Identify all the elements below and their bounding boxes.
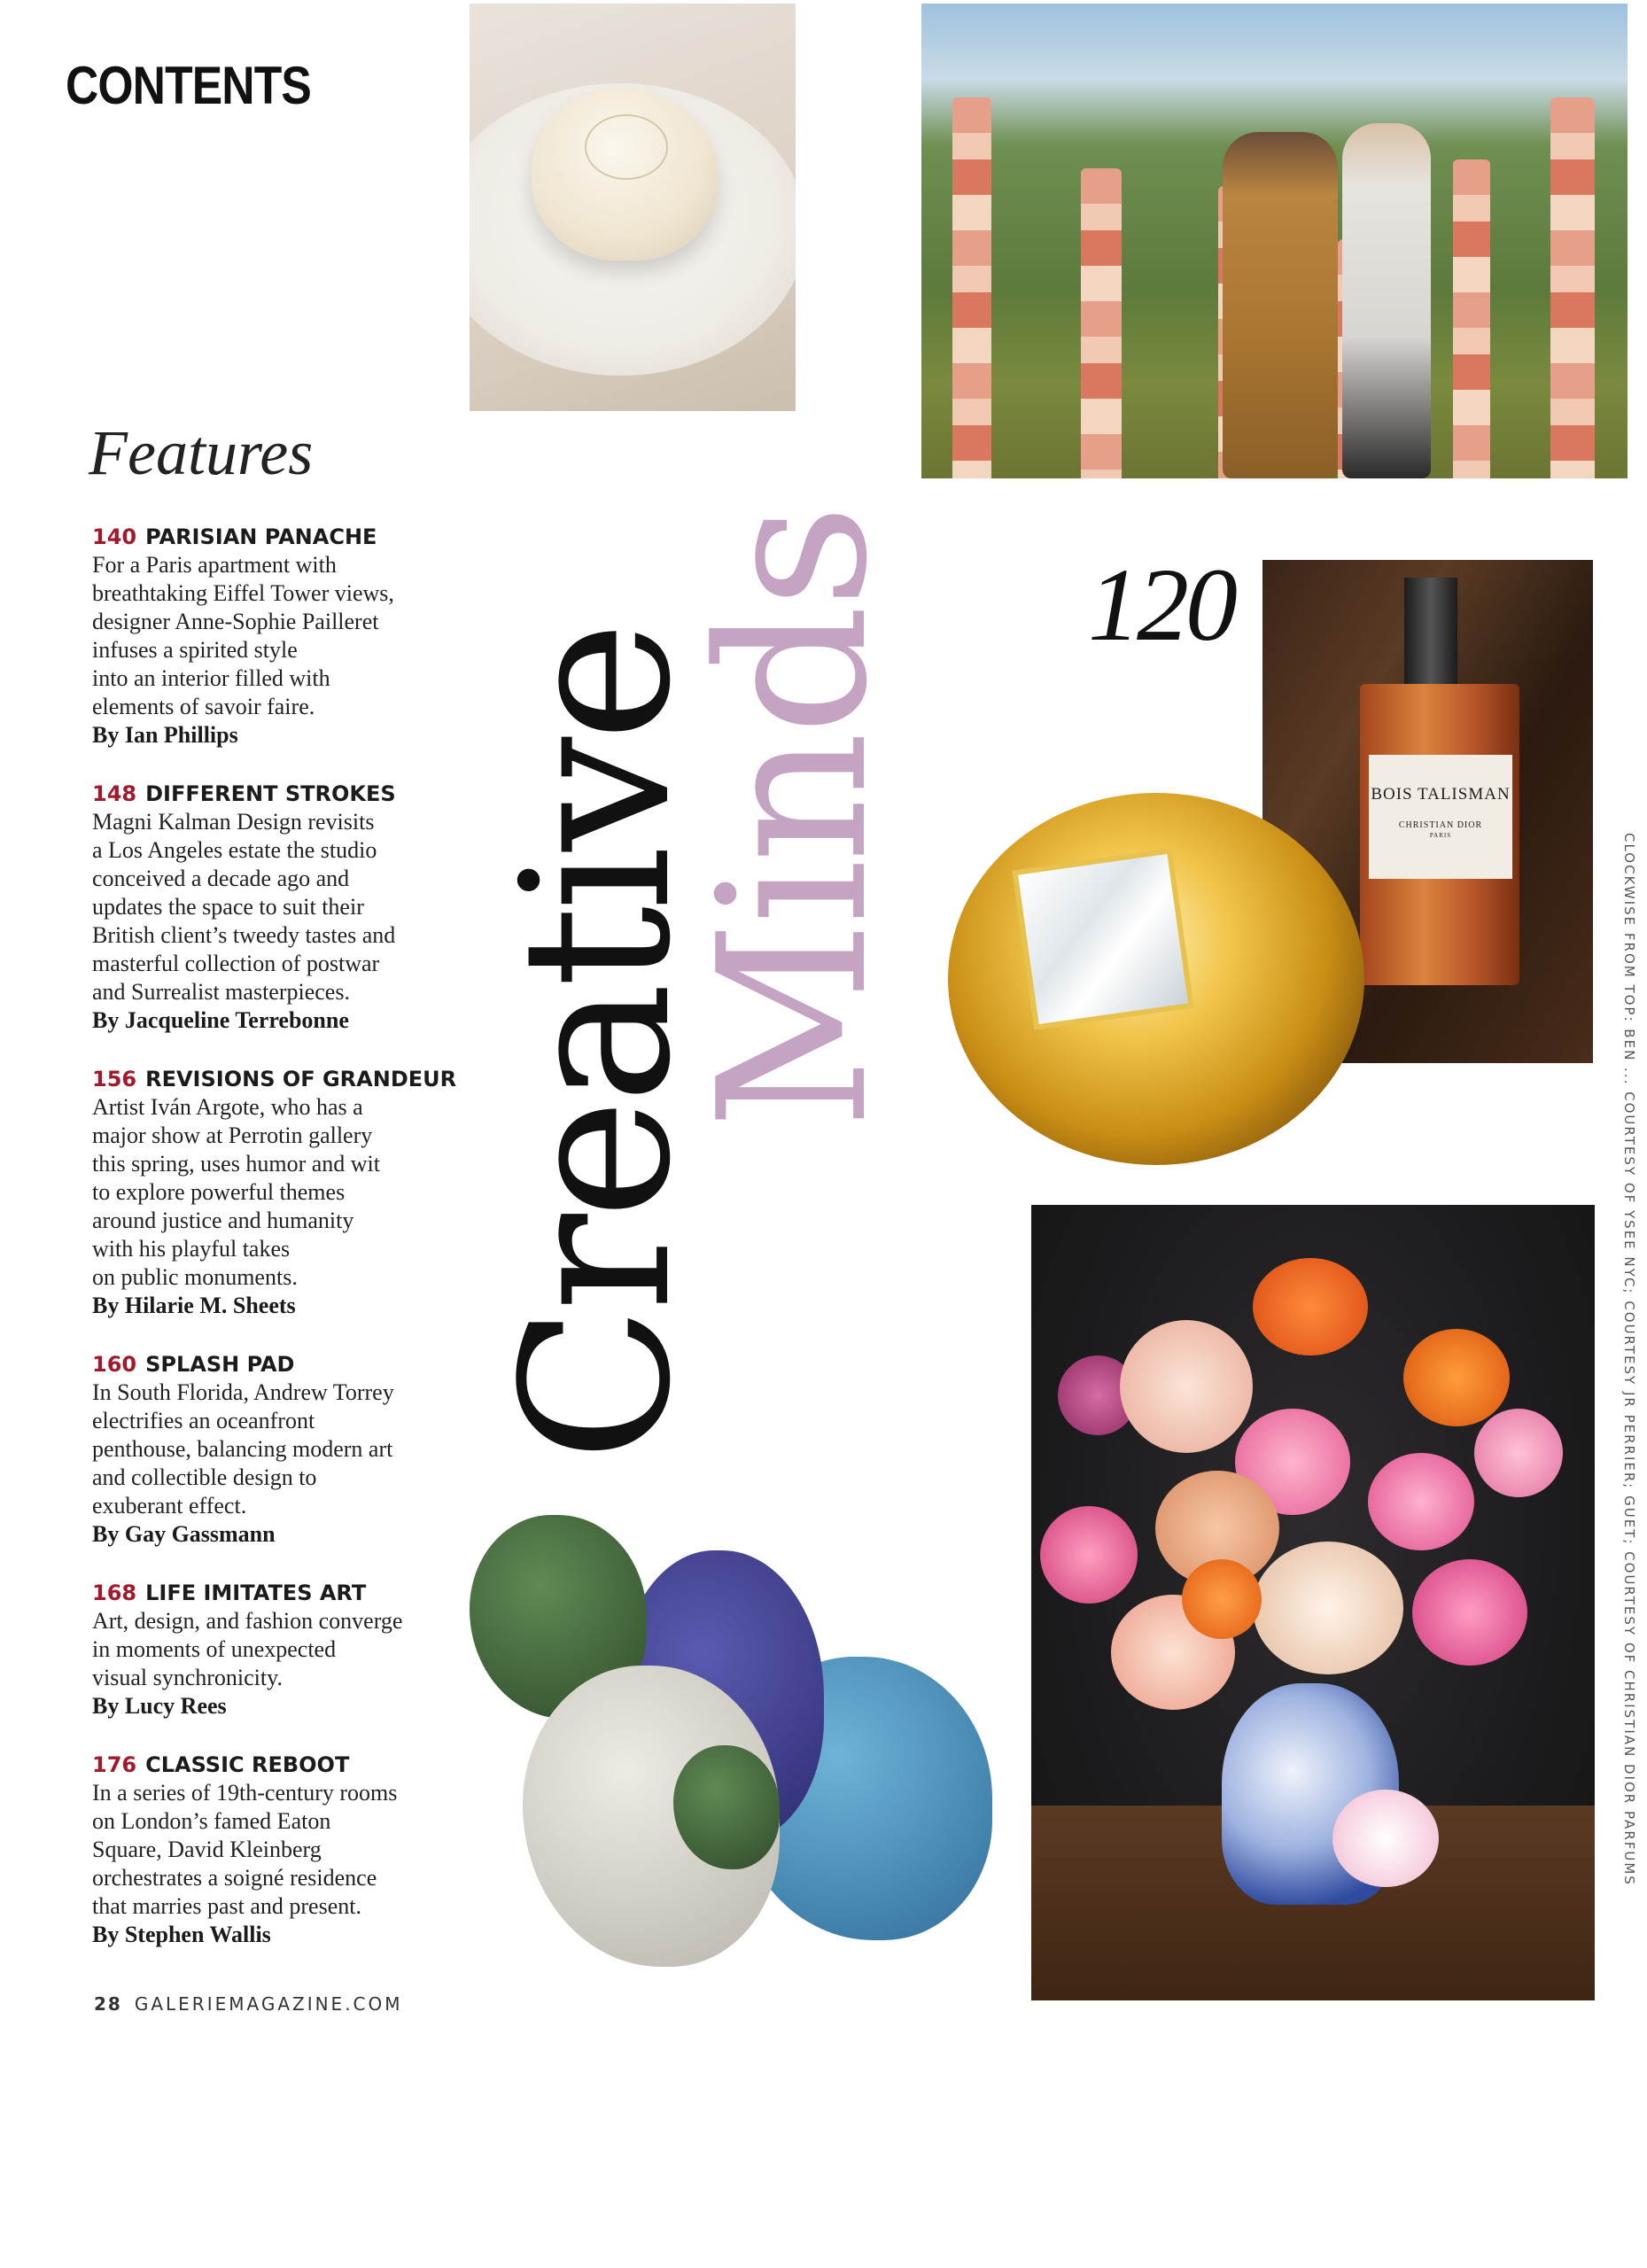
toc-line: conceived a decade ago and bbox=[92, 866, 350, 891]
toc-item[interactable] bbox=[92, 1579, 464, 1720]
toc-line: penthouse, balancing modern art bbox=[92, 1436, 393, 1462]
toc-line: Square, David Kleinberg bbox=[92, 1837, 322, 1862]
display-word-minds: Minds bbox=[676, 507, 913, 1130]
toc-line: that marries past and present. bbox=[92, 1893, 361, 1919]
section-heading: Features bbox=[89, 417, 314, 488]
flowers-photo bbox=[1031, 1205, 1595, 2000]
toc-line: major show at Perrotin gallery bbox=[92, 1122, 373, 1148]
toc-byline: By Hilarie M. Sheets bbox=[92, 1293, 296, 1318]
toc-page-number: 148 bbox=[92, 781, 137, 806]
toc-byline: By Gay Gassmann bbox=[92, 1521, 276, 1547]
toc-line: For a Paris apartment with bbox=[92, 552, 337, 578]
sculptural-chair-photo bbox=[470, 1515, 1001, 1976]
toc-line: electrifies an oceanfront bbox=[92, 1408, 315, 1433]
toc-line: infuses a spirited style bbox=[92, 637, 298, 663]
toc-byline: By Stephen Wallis bbox=[92, 1922, 271, 1947]
dessert-photo bbox=[470, 4, 796, 411]
toc-line: into an interior filled with bbox=[92, 665, 330, 691]
artists-field-photo bbox=[921, 4, 1628, 478]
toc-line: orchestrates a soigné residence bbox=[92, 1865, 377, 1891]
toc-page-number: 168 bbox=[92, 1581, 137, 1605]
toc-description bbox=[92, 1607, 464, 1692]
toc-line: breathtaking Eiffel Tower views, bbox=[92, 580, 394, 606]
page-title: CONTENTS bbox=[66, 56, 311, 115]
toc-line: In South Florida, Andrew Torrey bbox=[92, 1379, 394, 1405]
site-url: GALERIEMAGAZINE.COM bbox=[134, 1993, 403, 2015]
page-number: 28 bbox=[94, 1993, 122, 2015]
toc-item[interactable] bbox=[92, 1350, 464, 1549]
perfume-label: BOIS TALISMAN CHRISTIAN DIOR PARIS bbox=[1369, 755, 1512, 879]
toc-item[interactable] bbox=[92, 780, 464, 1035]
toc-title: PARISIAN PANACHE bbox=[145, 524, 377, 549]
toc-page-number: 156 bbox=[92, 1067, 137, 1091]
toc-line: in moments of unexpected bbox=[92, 1636, 337, 1662]
toc-byline: By Lucy Rees bbox=[92, 1693, 227, 1719]
toc-line: In a series of 19th-century rooms bbox=[92, 1780, 398, 1806]
toc-line: around justice and humanity bbox=[92, 1208, 354, 1233]
toc-line: exuberant effect. bbox=[92, 1493, 247, 1518]
display-word-creative: Creative bbox=[479, 625, 716, 1462]
toc-title: DIFFERENT STROKES bbox=[145, 781, 396, 806]
toc-description bbox=[92, 808, 464, 1006]
toc-line: masterful collection of postwar bbox=[92, 951, 380, 976]
toc-title: CLASSIC REBOOT bbox=[145, 1752, 350, 1777]
toc-line: a Los Angeles estate the studio bbox=[92, 837, 377, 863]
toc-line: Art, design, and fashion converge bbox=[92, 1608, 403, 1634]
toc-byline: By Ian Phillips bbox=[92, 722, 238, 748]
toc-item[interactable] bbox=[92, 1751, 464, 1949]
toc-description bbox=[92, 1779, 464, 1921]
toc-description bbox=[92, 1379, 464, 1520]
toc-line: designer Anne-Sophie Pailleret bbox=[92, 609, 379, 634]
toc-line: to explore powerful themes bbox=[92, 1179, 346, 1205]
toc-line: British client’s tweedy tastes and bbox=[92, 922, 396, 948]
photo-credit: CLOCKWISE FROM TOP: BEN ... COURTESY OF YSEE NYC; COURTESY JR PERRIER; GUET; COURTESY OF CHRISTIAN DIOR PARFUMS bbox=[1621, 833, 1637, 1886]
toc-description bbox=[92, 1093, 464, 1292]
features-list bbox=[92, 523, 464, 1979]
toc-page-number: 160 bbox=[92, 1352, 137, 1377]
feature-page-number: 120 bbox=[1088, 547, 1234, 663]
toc-line: and collectible design to bbox=[92, 1464, 317, 1490]
toc-line: on London’s famed Eaton bbox=[92, 1808, 331, 1834]
toc-item[interactable] bbox=[92, 1065, 464, 1320]
toc-page-number: 140 bbox=[92, 524, 137, 549]
toc-line: with his playful takes bbox=[92, 1236, 291, 1262]
toc-byline: By Jacqueline Terrebonne bbox=[92, 1007, 349, 1033]
toc-line: visual synchronicity. bbox=[92, 1665, 283, 1690]
folio bbox=[94, 1993, 403, 2015]
toc-title: LIFE IMITATES ART bbox=[145, 1581, 367, 1605]
toc-item[interactable] bbox=[92, 523, 464, 750]
toc-line: on public monuments. bbox=[92, 1264, 298, 1290]
toc-title: REVISIONS OF GRANDEUR bbox=[145, 1067, 457, 1091]
toc-line: Magni Kalman Design revisits bbox=[92, 809, 375, 835]
ring-photo bbox=[921, 766, 1400, 1192]
toc-line: this spring, uses humor and wit bbox=[92, 1151, 380, 1177]
toc-line: Artist Iván Argote, who has a bbox=[92, 1094, 363, 1120]
toc-line: and Surrealist masterpieces. bbox=[92, 979, 350, 1005]
toc-description bbox=[92, 551, 464, 721]
toc-line: elements of savoir faire. bbox=[92, 694, 315, 719]
toc-title: SPLASH PAD bbox=[145, 1352, 295, 1377]
toc-line: updates the space to suit their bbox=[92, 894, 364, 920]
toc-page-number: 176 bbox=[92, 1752, 137, 1777]
